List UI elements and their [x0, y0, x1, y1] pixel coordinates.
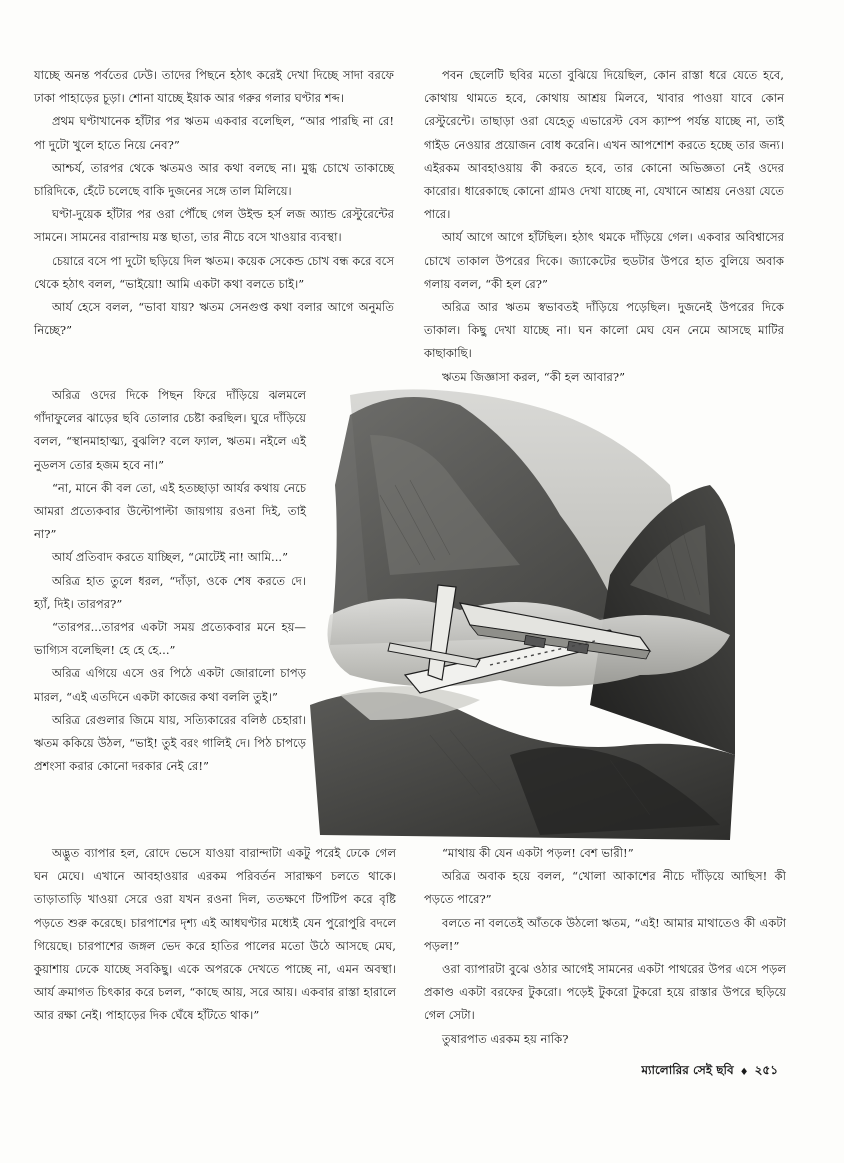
paragraph: ওরা ব্যাপারটা বুঝে ওঠার আগেই সামনের একটা পাথরের উপর এসে পড়ল প্রকাণ্ড একটা বরফের টুকরো। পড়েই টুকরো টুকরো হয়ে রাস্তার উপরে ছড়িয়ে গেল সেটা।	[424, 962, 786, 1023]
page-number: ২৫১	[754, 1063, 778, 1077]
paragraph: আশ্চর্য, তারপর থেকে ঋতমও আর কথা বলছে না। মুগ্ধ চোখে তাকাচ্ছে চারিদিকে, হেঁটে চলেছে বাকি দুজনের সঙ্গে তাল মিলিয়ে।	[34, 160, 394, 199]
paragraph: অদ্ভুত ব্যাপার হল, রোদে ভেসে যাওয়া বারান্দাটা একটু পরেই ঢেকে গেল ঘন মেঘে। এখানে আবহাওয়ার এরকম পরিবর্তন সারাক্ষণ চলতে থাকে। তাড়াতাড়ি খাওয়া সেরে ওরা যখন রওনা দিল, ততক্ষণে টিপটিপ করে বৃষ্টি পড়তে শুরু করেছে। চারপাশের দৃশ্য এই আধঘণ্টার মধ্যেই যেন পুরোপুরি বদলে গিয়েছে। চারপাশের জঙ্গল ভেদ করে হাতির পালের মতো উঠে আসছে মেঘ, কুয়াশায় ঢেকে যাচ্ছে সবকিছু। একে অপরকে দেখতে পাচ্ছে না, এমন অবস্থা। আর্য ক্রমাগত চিৎকার করে চলল, “কাছে আয়, সরে আয়। একবার রাস্তা হারালে আর রক্ষা নেই। পাহাড়ের দিক ঘেঁষে হাঁটতে থাক।”	[34, 846, 396, 1023]
paragraph: আর্য আগে আগে হাঁটছিল। হঠাৎ থমকে দাঁড়িয়ে গেল। একবার অবিশ্বাসের চোখে তাকাল উপরের দিকে। জ্যাকেটের হুডটার উপরে হাত বুলিয়ে অবাক গলায় বলল, “কী হল রে?”	[424, 230, 784, 291]
paragraph: আর্য হেসে বলল, “ভাবা যায়? ঋতম সেনগুপ্ত কথা বলার আগে অনুমতি নিচ্ছে?”	[34, 300, 394, 338]
paragraph: যাচ্ছে অনন্ত পর্বতের ঢেউ। তাদের পিছনে হঠাৎ করেই দেখা দিচ্ছে সাদা বরফে ঢাকা পাহাড়ের চূড়া। শোনা যাচ্ছে ইয়াক আর গরুর গলার ঘণ্টার শব্দ।	[34, 68, 394, 106]
diamond-icon: ♦	[739, 1066, 749, 1078]
running-title: ম্যালোরির সেই ছবি	[641, 1063, 734, 1077]
airplane-mountain-illustration	[310, 375, 740, 840]
paragraph: অরিত্র এগিয়ে এসে ওর পিঠে একটা জোরালো চাপড় মারল, “এই এতদিনে একটা কাজের কথা বললি তুই।”	[34, 666, 306, 704]
paragraph: “না, মানে কী বল তো, এই হতচ্ছাড়া আর্যর কথায় নেচে আমরা প্রত্যেকবার উল্টোপাল্টা জায়গায় রওনা দিই, তাই না?”	[34, 480, 306, 542]
left-column-top	[34, 64, 394, 384]
left-column-bottom	[34, 842, 396, 1042]
paragraph: অরিত্র হাত তুলে ধরল, “দাঁড়া, ওকে শেষ করতে দে। হ্যাঁ, দিই। তারপর?”	[34, 573, 306, 611]
paragraph: অরিত্র রেগুলার জিমে যায়, সত্যিকারের বলিষ্ঠ চেহারা। ঋতম ককিয়ে উঠল, “ভাই! তুই বরং গালিই দে। পিঠ চাপড়ে প্রশংসা করার কোনো দরকার নেই রে!”	[34, 712, 306, 774]
paragraph: “তারপর...তারপর একটা সময় প্রত্যেকবার মনে হয়—ভাগ্যিস বলেছিল! হে হে হে...”	[34, 620, 306, 658]
right-column-top	[424, 64, 784, 384]
paragraph: তুষারপাত এরকম হয় নাকি?	[442, 1031, 569, 1046]
paragraph: চেয়ারে বসে পা দুটো ছড়িয়ে দিল ঋতম। কয়েক সেকেন্ড চোখ বন্ধ করে বসে থেকে হঠাৎ বলল, “ভাইয়ো! আমি একটা কথা বলতে চাই।”	[34, 253, 394, 291]
paragraph: আর্য প্রতিবাদ করতে যাচ্ছিল, “মোটেই না! আমি...”	[52, 550, 289, 565]
page-footer	[641, 1062, 778, 1082]
paragraph: ঋতম জিজ্ঞাসা করল, “কী হল আবার?”	[442, 369, 626, 384]
paragraph: অরিত্র আর ঋতম স্বভাবতই দাঁড়িয়ে পড়েছিল। দুজনেই উপরের দিকে তাকাল। কিছু দেখা যাচ্ছে না। ঘন কালো মেঘ যেন নেমে আসছে মাটির কাছাকাছি।	[424, 300, 784, 361]
paragraph: অরিত্র ওদের দিকে পিছন ফিরে দাঁড়িয়ে ঝলমলে গাঁদাফুলের ঝাড়ের ছবি তোলার চেষ্টা করছিল। ঘুরে দাঁড়িয়ে বলল, “স্থানমাহাত্ম্য, বুঝলি? বলে ফ্যাল, ঋতম। নইলে এই নুডলস তোর হজম হবে না।”	[34, 388, 306, 472]
paragraph: পবন ছেলেটি ছবির মতো বুঝিয়ে দিয়েছিল, কোন রাস্তা ধরে যেতে হবে, কোথায় থামতে হবে, কোথায় আশ্রয় মিলবে, খাবার পাওয়া যাবে কোন রেস্টুরেন্টে। তাছাড়া ওরা যেহেতু এভারেস্ট বেস ক্যাম্প পর্যন্ত যাচ্ছে না, তাই গাইড নেওয়ার প্রয়োজন বোধ করেনি। এখন আপশোশ করতে হচ্ছে তার জন্য। এইরকম আবহাওয়ায় কী করতে হবে, তার কোনো অভিজ্ঞতা নেই ওদের কারোর। ধারেকাছে কোনো গ্রামও দেখা যাচ্ছে না, যেখানে আশ্রয় নেওয়া যেতে পারে।	[424, 68, 784, 222]
paragraph: “মাথায় কী যেন একটা পড়ল! বেশ ভারী!”	[442, 846, 634, 860]
paragraph: বলতে না বলতেই আঁতকে উঠলো ঋতম, “এই! আমার মাথাতেও কী একটা পড়ল!”	[424, 915, 786, 953]
paragraph: প্রথম ঘণ্টাখানেক হাঁটার পর ঋতম একবার বলেছিল, “আর পারছি না রে! পা দুটো খুলে হাতে নিয়ে নেব?”	[34, 114, 394, 152]
left-column-wrap	[34, 384, 306, 842]
right-column-bottom	[424, 842, 786, 1046]
paragraph: অরিত্র অবাক হয়ে বলল, “খোলা আকাশের নীচে দাঁড়িয়ে আছিস! কী পড়তে পারে?”	[424, 869, 786, 907]
paragraph: ঘণ্টা-দুয়েক হাঁটার পর ওরা পৌঁছে গেল উইল্ড হর্স লজ অ্যান্ড রেস্টুরেন্টের সামনে। সামনের বারান্দায় মস্ত ছাতা, তার নীচে বসে খাওয়ার ব্যবস্থা।	[34, 207, 394, 245]
